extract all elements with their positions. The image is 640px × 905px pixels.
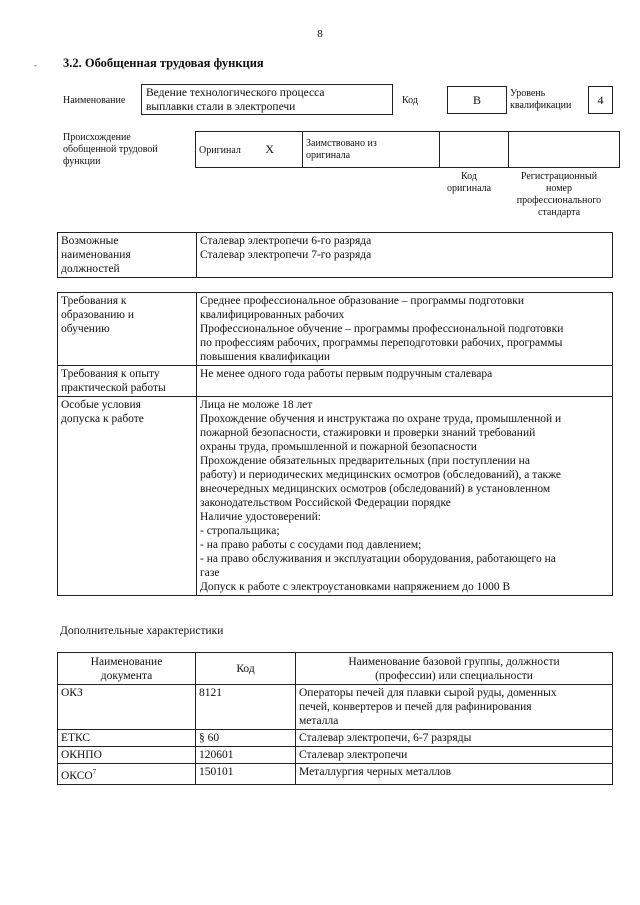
code-value-box xyxy=(447,86,507,114)
section-title: 3.2. Обобщенная трудовая функция xyxy=(63,56,264,70)
origin-table xyxy=(195,131,620,168)
text-line: Прохождение обучения и инструктажа по охране труда, промышленной и xyxy=(200,413,562,425)
code-label: Код xyxy=(402,95,418,106)
text-line: внеочередных медицинских осмотров (обследований) в установленном xyxy=(200,483,551,495)
label-line: обучению xyxy=(61,323,110,335)
caption-line: Код xyxy=(461,171,477,182)
caption-line: стандарта xyxy=(537,207,581,218)
level-label xyxy=(510,88,571,112)
row-name xyxy=(296,685,613,730)
caption-line: оригинала xyxy=(446,183,492,194)
level-value-box xyxy=(588,86,613,114)
text-line: газе xyxy=(200,567,220,579)
header-doc xyxy=(58,653,196,685)
borrowed-label-line: Заимствовано из xyxy=(306,137,377,149)
original-cell xyxy=(196,132,303,168)
requirement-label xyxy=(58,366,197,397)
borrowed-label-line: оригинала xyxy=(306,149,351,161)
text-line: охраны труда, промышленной и пожарной безопасности xyxy=(200,441,477,453)
requirement-text xyxy=(197,293,613,366)
label-line: образованию и xyxy=(61,309,134,321)
requirement-label xyxy=(58,397,197,596)
page-number: 8 xyxy=(317,28,323,40)
code-original-caption xyxy=(437,171,501,195)
level-label-line: Уровень xyxy=(510,88,546,99)
header-line: Наименование базовой группы, должности xyxy=(348,655,560,668)
original-label: Оригинал xyxy=(199,144,241,156)
additional-title: Дополнительные характеристики xyxy=(60,625,224,637)
row-doc: ЕТКС xyxy=(58,730,196,747)
label-line: допуска к работе xyxy=(61,413,144,425)
requirement-row-education xyxy=(58,293,613,366)
positions-table xyxy=(57,232,613,278)
row-name xyxy=(296,730,613,747)
name-value-line: Ведение технологического процесса xyxy=(146,87,325,99)
origin-label-line: функции xyxy=(63,156,101,167)
origin-label-line: обобщенной трудовой xyxy=(63,144,158,155)
header-code: Код xyxy=(196,653,296,685)
text-line: печей, конвертеров и печей для рафинирования xyxy=(299,701,532,713)
requirements-table xyxy=(57,292,613,596)
scan-mark: - xyxy=(34,60,37,70)
header-line: Наименование xyxy=(90,655,163,668)
label-line: Требования к опыту xyxy=(61,368,160,380)
text-line: металла xyxy=(299,715,339,727)
requirement-row-experience xyxy=(58,366,613,397)
positions-values xyxy=(197,233,613,278)
additional-table xyxy=(57,652,613,785)
text-line: пожарной безопасности, стажировки и проверки знаний требований xyxy=(200,427,536,439)
text-line: Сталевар электропечи, 6-7 разряды xyxy=(299,732,472,744)
row-doc xyxy=(58,764,196,785)
text-line: Операторы печей для плавки сырой руды, доменных xyxy=(299,687,557,699)
text-line: по профессиям рабочих, программы переподготовки рабочих, программы xyxy=(200,337,563,349)
table-row xyxy=(58,747,613,764)
position-item: Сталевар электропечи 6-го разряда xyxy=(200,235,372,247)
label-line: должностей xyxy=(61,263,120,275)
table-row xyxy=(58,764,613,785)
requirement-row-special-conditions xyxy=(58,397,613,596)
requirement-text xyxy=(197,366,613,397)
positions-label xyxy=(58,233,197,278)
row-code: § 60 xyxy=(196,730,296,747)
text-line: Лица не моложе 18 лет xyxy=(200,399,313,411)
text-line: Наличие удостоверений: xyxy=(200,511,321,523)
footnote-mark: 7 xyxy=(92,768,97,776)
text-line: Сталевар электропечи xyxy=(299,749,408,761)
borrowed-cell xyxy=(303,132,440,168)
text-line: - стропальщика; xyxy=(200,525,280,537)
text-line: Профессиональное обучение – программы профессиональной подготовки xyxy=(200,323,564,335)
name-value-line: выплавки стали в электропечи xyxy=(146,101,296,113)
reg-number-cell xyxy=(509,132,620,168)
header-line: (профессии) или специальности xyxy=(375,669,533,682)
text-line: Металлургия черных металлов xyxy=(299,766,452,778)
row-doc: ОКЗ xyxy=(58,685,196,730)
origin-label-line: Происхождение xyxy=(63,132,131,143)
caption-line: профессионального xyxy=(516,195,602,206)
reg-number-caption xyxy=(505,171,613,219)
row-doc: ОКНПО xyxy=(58,747,196,764)
caption-line: Регистрационный xyxy=(520,171,598,182)
requirement-text xyxy=(197,397,613,596)
text-line: - на право обслуживания и эксплуатации оборудования, работающего на xyxy=(200,553,556,565)
text-line: повышения квалификации xyxy=(200,351,331,363)
level-value: 4 xyxy=(597,93,604,107)
label-line: Особые условия xyxy=(61,399,141,411)
table-row xyxy=(58,730,613,747)
text-line: квалифицированных рабочих xyxy=(200,309,345,321)
text-line: работу) и периодических медицинских осмотров (обследований), а также xyxy=(200,469,562,481)
text-line: законодательством Российской Федерации порядке xyxy=(200,497,451,509)
level-label-line: квалификации xyxy=(510,100,572,111)
text-line: - на право работы с сосудами под давлением; xyxy=(200,539,422,551)
doc-name: ОКСО xyxy=(61,769,93,782)
row-code: 150101 xyxy=(196,764,296,785)
row-code: 120601 xyxy=(196,747,296,764)
header-line: документа xyxy=(100,669,153,682)
code-value: B xyxy=(472,93,481,107)
row-code: 8121 xyxy=(196,685,296,730)
label-line: Требования к xyxy=(61,295,127,307)
text-line: Прохождение обязательных предварительных (при поступлении на xyxy=(200,455,530,467)
original-mark: X xyxy=(265,141,275,156)
label-line: наименования xyxy=(61,249,131,261)
caption-line: номер xyxy=(546,183,572,194)
table-row xyxy=(58,685,613,730)
code-original-cell xyxy=(440,132,509,168)
name-label: Наименование xyxy=(63,95,126,106)
label-line: Возможные xyxy=(61,235,119,247)
text-line: Допуск к работе с электроустановками напряжением до 1000 В xyxy=(200,581,511,593)
header-name xyxy=(296,653,613,685)
name-value-box xyxy=(141,84,393,115)
row-name xyxy=(296,764,613,785)
text-line: Не менее одного года работы первым подручным сталевара xyxy=(200,368,493,380)
origin-label xyxy=(63,132,158,168)
position-item: Сталевар электропечи 7-го разряда xyxy=(200,249,372,261)
row-name xyxy=(296,747,613,764)
label-line: практической работы xyxy=(61,382,166,394)
requirement-label xyxy=(58,293,197,366)
text-line: Среднее профессиональное образование – программы подготовки xyxy=(200,295,525,307)
